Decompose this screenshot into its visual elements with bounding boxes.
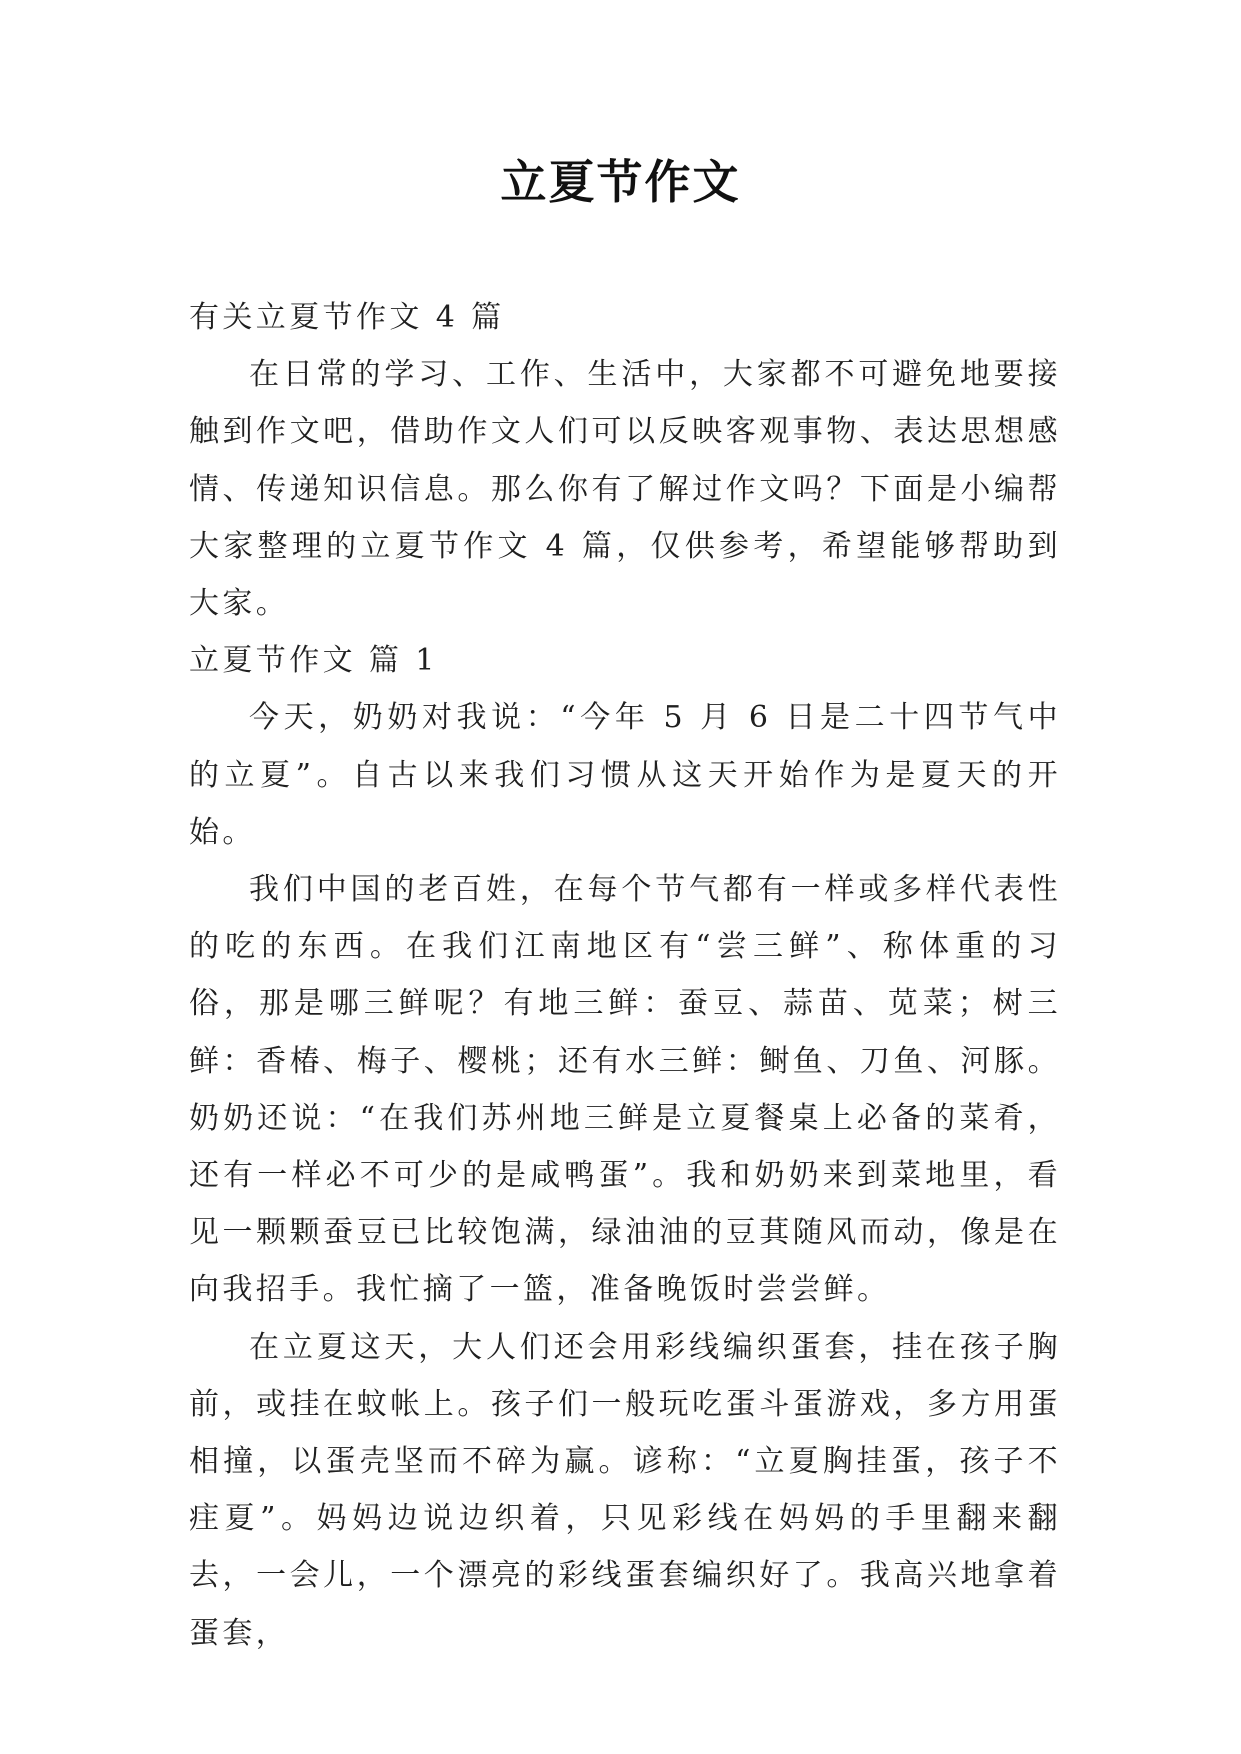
document-body	[189, 289, 1061, 1662]
body-paragraph: 在立夏这天，大人们还会用彩线编织蛋套，挂在孩子胸前，或挂在蚊帐上。孩子们一般玩吃蛋斗蛋游戏，多方用蛋相撞，以蛋壳坚而不碎为赢。谚称：“立夏胸挂蛋，孩子不疰夏”。妈妈边说边织着，只见彩线在妈妈的手里翻来翻去，一会儿，一个漂亮的彩线蛋套编织好了。我高兴地拿着蛋套，	[189, 1329, 1061, 1651]
document-title: 立夏节作文	[500, 155, 741, 209]
intro-paragraph: 在日常的学习、工作、生活中，大家都不可避免地要接触到作文吧，借助作文人们可以反映客观事物、表达思想感情、传递知识信息。那么你有了解过作文吗？下面是小编帮大家整理的立夏节作文 4 篇，仅供参考，希望能够帮助到大家。	[189, 357, 1061, 622]
body-paragraph: 今天，奶奶对我说：“今年 5 月 6 日是二十四节气中的立夏”。自古以来我们习惯从这天开始作为是夏天的开始。	[189, 700, 1061, 850]
document-subtitle: 有关立夏节作文 4 篇	[189, 300, 505, 335]
section-heading: 立夏节作文 篇 1	[189, 643, 438, 679]
body-paragraph: 我们中国的老百姓，在每个节气都有一样或多样代表性的吃的东西。在我们江南地区有“尝三鲜”、称体重的习俗，那是哪三鲜呢？有地三鲜：蚕豆、蒜苗、苋菜；树三鲜：香椿、梅子、樱桃；还有水三鲜：鲥鱼、刀鱼、河豚。奶奶还说：“在我们苏州地三鲜是立夏餐桌上必备的菜肴，还有一样必不可少的是咸鸭蛋”。我和奶奶来到菜地里，看见一颗颗蚕豆已比较饱满，绿油油的豆萁随风而动，像是在向我招手。我忙摘了一篮，准备晚饭时尝尝鲜。	[189, 872, 1061, 1308]
